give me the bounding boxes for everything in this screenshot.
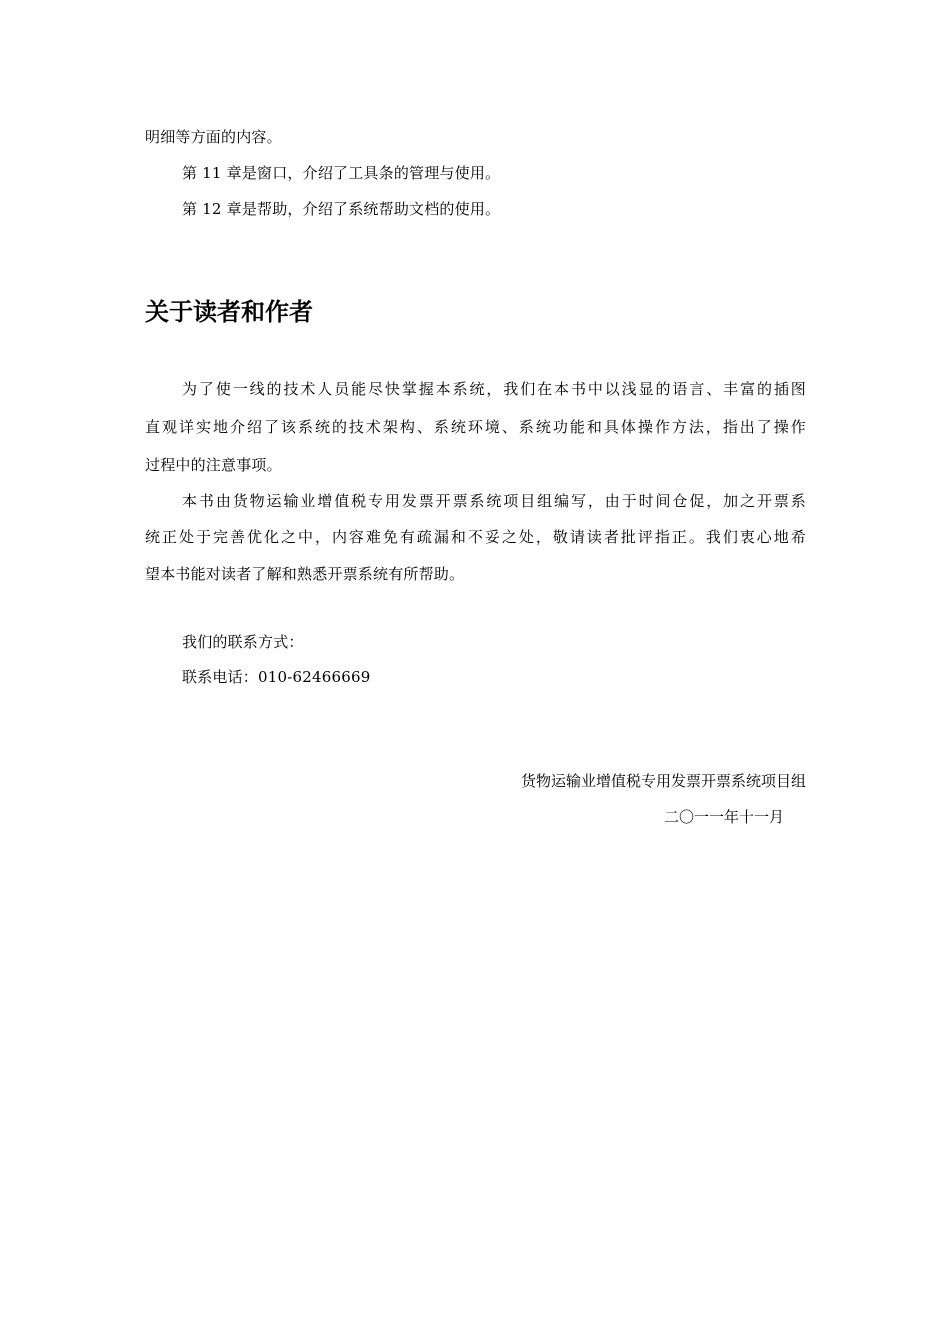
paragraph-1-line-3: 过程中的注意事项。 [145,456,282,474]
intro-line-3: 第 12 章是帮助，介绍了系统帮助文档的使用。 [182,200,501,218]
paragraph-1-line-1: 为了使一线的技术人员能尽快掌握本系统，我们在本书中以浅显的语言、丰富的插图 [182,380,806,398]
paragraph-2-line-3: 望本书能对读者了解和熟悉开票系统有所帮助。 [145,565,465,583]
section-heading: 关于读者和作者 [145,298,313,326]
intro-line-2: 第 11 章是窗口，介绍了工具条的管理与使用。 [182,164,501,182]
signature-date: 二〇一一年十一月 [663,808,784,826]
intro-line-1: 明细等方面的内容。 [145,128,282,146]
paragraph-1-line-2: 直观详实地介绍了该系统的技术架构、系统环境、系统功能和具体操作方法，指出了操作 [145,418,806,436]
signature-group: 货物运输业增值税专用发票开票系统项目组 [520,772,806,790]
contact-phone: 联系电话：010-62466669 [182,668,371,686]
paragraph-2-line-1: 本书由货物运输业增值税专用发票开票系统项目组编写，由于时间仓促，加之开票系 [182,492,806,510]
contact-heading: 我们的联系方式： [182,633,304,651]
paragraph-2-line-2: 统正处于完善优化之中，内容难免有疏漏和不妥之处，敬请读者批评指正。我们衷心地希 [145,528,806,546]
